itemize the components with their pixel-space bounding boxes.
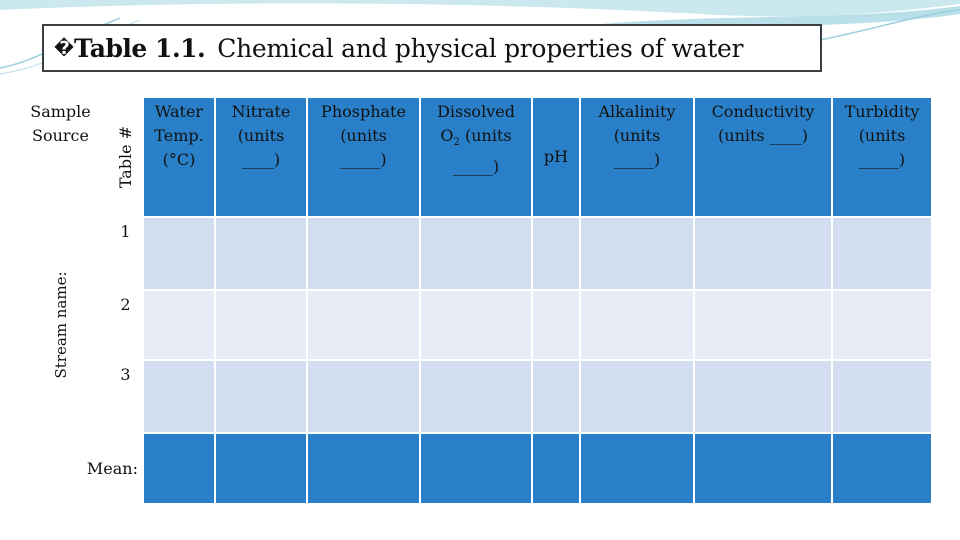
data-cell[interactable] [308,291,419,359]
mean-cell[interactable] [216,434,306,503]
data-cell[interactable] [421,291,531,359]
mean-cell[interactable] [695,434,831,503]
header-dissolved-o2: Dissolved $O_2$ (units _____) [421,98,531,216]
header-sample-source: Sample Source [14,98,107,216]
page-title [42,24,822,72]
data-cell[interactable] [216,218,306,289]
data-cell[interactable] [421,361,531,432]
header-table-number [109,98,142,216]
header-row [14,98,931,216]
data-cell[interactable] [833,361,931,432]
mean-cell[interactable] [421,434,531,503]
table-row [14,361,931,432]
mean-row [14,434,931,503]
mean-label: Mean: [14,434,142,503]
data-cell[interactable] [308,218,419,289]
mean-cell[interactable] [533,434,579,503]
header-phosphate: Phosphate (units _____) [308,98,419,216]
row-number: 1 [109,218,142,289]
header-turbidity: Turbidity (units _____) [833,98,931,216]
mean-cell[interactable] [833,434,931,503]
title-number: Table 1.1. [74,33,206,63]
data-cell[interactable] [581,218,693,289]
mean-cell[interactable] [308,434,419,503]
data-cell[interactable] [833,291,931,359]
row-number: 2 [109,291,142,359]
data-cell[interactable] [308,361,419,432]
header-alkalinity: Alkalinity (units _____) [581,98,693,216]
data-cell[interactable] [581,291,693,359]
table-row [14,218,931,289]
data-cell[interactable] [581,361,693,432]
data-cell[interactable] [216,291,306,359]
header-water-temp: Water Temp. (°C) [144,98,214,216]
stream-name-cell [14,218,107,432]
data-cell[interactable] [695,218,831,289]
mean-cell[interactable] [144,434,214,503]
data-cell[interactable] [144,218,214,289]
stream-name-label: Stream name: [51,271,70,379]
data-cell[interactable] [833,218,931,289]
data-cell[interactable] [695,361,831,432]
header-conductivity: Conductivity (units ____) [695,98,831,216]
data-cell[interactable] [421,218,531,289]
missing-glyph-icon: � [54,37,75,59]
properties-table [12,96,933,505]
header-ph: pH [533,98,579,216]
data-cell[interactable] [533,291,579,359]
data-cell[interactable] [533,218,579,289]
header-table-number-label: Table # [115,125,135,189]
data-cell[interactable] [144,291,214,359]
table-row [14,291,931,359]
data-cell[interactable] [144,361,214,432]
mean-cell[interactable] [581,434,693,503]
row-number: 3 [109,361,142,432]
data-cell[interactable] [695,291,831,359]
header-nitrate: Nitrate (units ____) [216,98,306,216]
data-cell[interactable] [533,361,579,432]
title-text: Chemical and physical properties of water [217,33,744,63]
data-cell[interactable] [216,361,306,432]
